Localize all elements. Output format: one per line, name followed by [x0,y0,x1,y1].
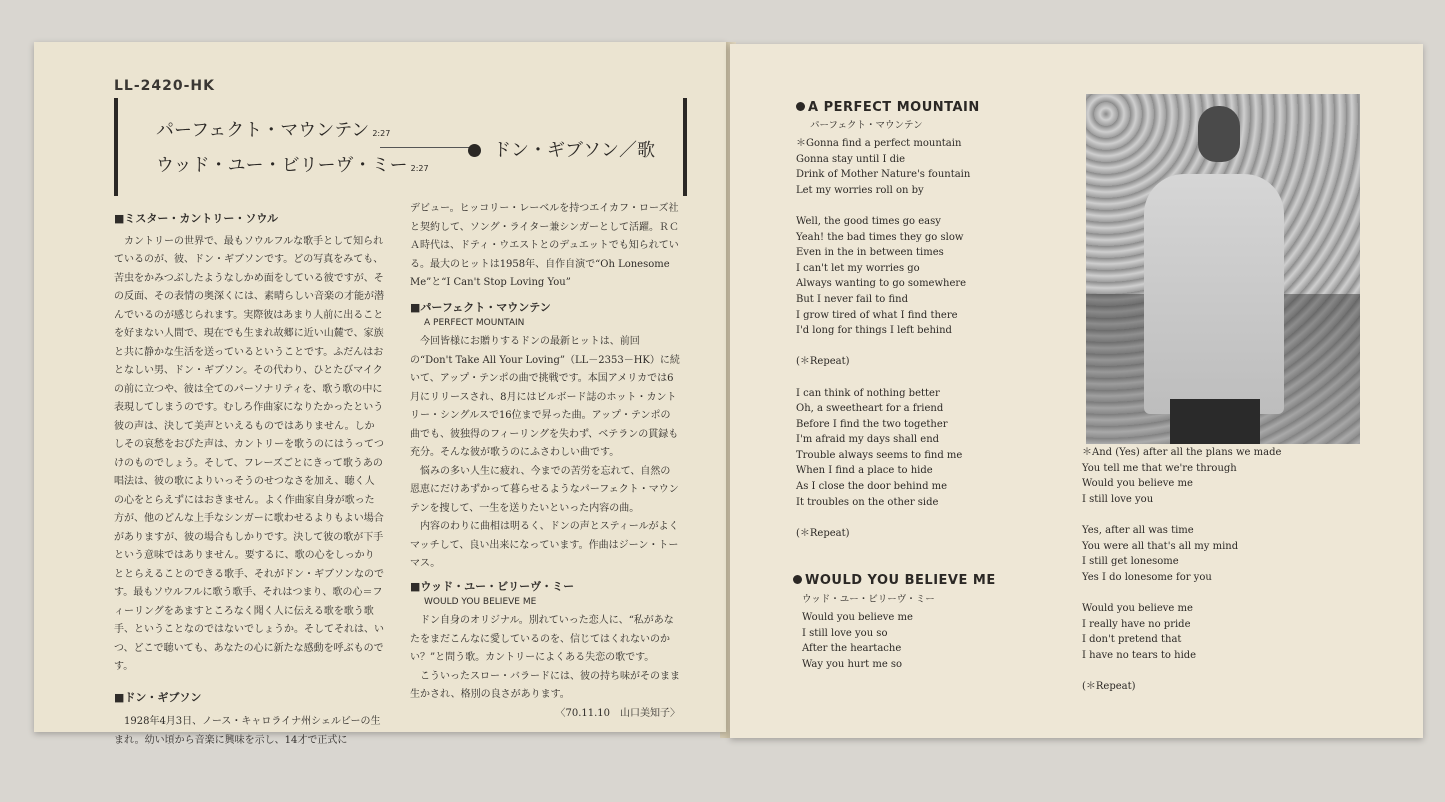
lyric-line: Yeah! the bad times they go slow [796,231,964,243]
artist-figure [1144,174,1284,414]
notes-column-2 [410,200,680,723]
lyric-line [1082,586,1281,602]
lyric-line: I still love you so [802,627,888,639]
lyric-line: Gonna stay until I die [796,153,906,165]
lyric-line [796,370,970,386]
lyric-line: Let my worries roll on by [796,184,924,196]
lyrics-song1-title-jp: パーフェクト・マウンテン [810,120,923,131]
lyric-line: Yes I do lonesome for you [1082,571,1212,583]
lyric-line: Yes, after all was time [1082,524,1194,536]
paragraph: こういったスロー・バラードには、彼の持ち味がそのまま生かされ、格別の良さがあります。 [410,670,680,700]
section-heading: ■パーフェクト・マウンテン [410,300,551,314]
song2-title: ウッド・ユー・ビリーヴ・ミー [156,155,408,176]
lyric-line: Would you believe me [802,612,913,623]
lyric-line: Drink of Mother Nature's fountain [796,169,971,181]
lyrics-right-page [730,44,1423,738]
paragraph: 1928年4月3日、ノース・キャロライナ州シェルビーの生まれ。幼い頃から音楽に興味を示し、14才で正式に [114,716,381,746]
lyric-line: (＊Repeat) [1082,680,1136,692]
paragraph: ドン自身のオリジナル。別れていった恋人に、“私があなたをまだこんなに愛しているのを、信じてはくれないのかい？”と問う歌。カントリーによくある失恋の歌です。 [410,615,674,663]
lyric-line: Always wanting to go somewhere [796,278,967,290]
title-box [114,98,687,196]
notes-column-1 [114,210,384,750]
lyric-line: I still get lonesome [1082,556,1179,568]
song2-time: 2:27 [410,164,429,173]
paragraph: 内容のわりに曲相は明るく、ドンの声とスティールがよくマッチして、良い出来になっています。作曲はジーン・トーマス。 [410,521,679,569]
bullet-dot-icon [793,575,802,584]
lyric-line: I really have no pride [1082,618,1191,630]
lyric-line: ＊And (Yes) after all the plans we made [1082,447,1282,458]
lyric-line: Well, the good times go easy [796,215,941,227]
lyric-line: Oh, a sweetheart for a friend [796,403,944,415]
lyrics-song2-title: WOULD YOU BELIEVE ME [805,573,996,588]
lyric-line: I have no tears to hide [1082,649,1197,661]
song1-title: パーフェクト・マウンテン [156,120,370,141]
paragraph: 悩みの多い人生に疲れ、今までの苦労を忘れて、自然の恩恵にだけあずかって暮らせるようなパーフェクト・マウンテンを捜して、一生を送りたいといった内容の曲。 [410,465,679,514]
section-subheading: A PERFECT MOUNTAIN [424,318,525,328]
lyric-line [796,510,970,526]
lyric-line: I'd long for things I left behind [796,325,952,337]
song1-time: 2:27 [372,129,391,138]
lyric-line: When I find a place to hide [796,465,933,477]
bullet-dot-icon [468,144,481,157]
lyric-line: (＊Repeat) [796,527,850,539]
lyric-line: But I never fail to find [796,293,908,305]
lyric-line [796,339,970,355]
catalog-number: LL-2420-HK [114,78,215,94]
lyric-line: ＊Gonna find a perfect mountain [796,138,962,149]
section-heading: ■ウッド・ユー・ビリーヴ・ミー [410,579,575,593]
lyric-line: I still love you [1082,493,1154,505]
paragraph: 今回皆様にお贈りするドンの最新ヒットは、前回の“Don't Take All Your Loving”（LL－2353－HK）に続いて、アップ・テンポの曲で挑戦です。本国アメリカでは6月にリリースされ、8月にはビルボード誌のホット・カントリー・シングルスで16位まで昇った曲。アップ・テンポの曲でも、彼独得のフィーリングを失わず、ベテランの貫録も充分。そんな彼が歌うのにふさわしい曲です。 [410,336,680,458]
section-heading: ■ミスター・カントリー・ソウル [114,212,279,225]
liner-notes-left-page [34,42,726,746]
paragraph: カントリーの世界で、最もソウルフルな歌手として知られているのが、彼、ドン・ギブソンです。どの写真をみても、苦虫をかみつぶしたようなしかめ面をしている彼ですが、その反面、その表情の奥深くには、素晴らしい音楽の才能が潜んでいるのが感じられます。実際彼はあまり人前に出ることを好まない人間で、現在でも生まれ故郷に近い山麓で、家族と共に静かな生活を送っているということです。ふだんはおとなしい男、ドン・ギブソン。その代わり、ひとたびマイクの前に立つや、彼は全てのパーソナリティを、歌う歌の中に表現してしまうのです。むしろ作曲家になりたかったという彼の声は、決して美声といえるものではありません。しかしその哀愁をおびた声は、カントリーを歌うのにはうってつけのものでしょう。そして、フレーズごとにきって歌うあの唱法は、彼の歌によりいっそうのせつなさを加え、聴く人の心をとらえずにはおきません。よく作曲家自身が歌った方が、他のどんな上手なシンガーに歌わせるよりもよい場合がありますが、彼の場合もしかりです。決して彼の歌が下手という意味ではありません。要するに、歌の心をしっかりととらえることのできる歌手、それがドン・ギブソンなのです。最もソウルフルに歌う歌手、それはつまり、歌の心＝フィーリングをあますところなく聞く人に伝える歌を歌う歌手、ということなのではないでしょうか。そしてそれは、いつ、どこで聴いても、あなたの心に新たな感動を呼ぶものです。 [114,235,384,672]
lyrics-song1-title: A PERFECT MOUNTAIN [808,100,980,115]
lyrics-song1 [796,136,970,541]
section-subheading: WOULD YOU BELIEVE ME [424,597,537,607]
lyric-line: Would you believe me [1082,478,1193,490]
lyric-line: Would you believe me [1082,602,1193,614]
lyric-line [1082,664,1281,680]
artist-name: ドン・ギブソン／歌 [493,140,655,161]
lyric-line: (＊Repeat) [796,356,850,368]
lyrics-song2-continued [1082,446,1281,696]
lyrics-song2-title-jp: ウッド・ユー・ビリーヴ・ミー [802,594,935,605]
lyric-line: Before I find the two together [796,418,948,430]
lyric-line: I can't let my worries go [796,262,920,274]
lyrics-song2 [802,610,913,672]
lyric-line [796,198,970,214]
title-rule [380,147,470,148]
lyric-line: I can think of nothing better [796,387,940,399]
lyric-line: I don't pretend that [1082,634,1182,646]
lyric-line: Way you hurt me so [802,658,903,670]
lyric-line: I grow tired of what I find there [796,309,958,321]
artist-photo [1086,94,1360,444]
lyric-line: As I close the door behind me [796,481,948,493]
lyric-line: I'm afraid my days shall end [796,434,940,446]
paragraph: デビュー。ヒッコリー・レーベルを持つエイカフ・ローズ社と契約して、ソング・ライター兼シンガーとして活躍。ＲＣＡ時代は、ドティ・ウエストとのデュエットでも知られている。最大のヒットは1958年、自作自演で“Oh Lonesome Me”と“I Can't Stop Loving You” [410,203,680,288]
bullet-dot-icon [796,102,805,111]
signature: 〈70.11.10 山口美知子〉 [555,707,680,719]
lyric-line: Trouble always seems to find me [796,449,963,461]
lyric-line: After the heartache [802,643,902,655]
lyric-line: Even in the in between times [796,247,944,259]
section-heading: ■ドン・ギブソン [114,690,202,704]
lyric-line [1082,508,1281,524]
lyric-line: It troubles on the other side [796,496,939,508]
lyric-line: You were all that's all my mind [1082,540,1239,552]
lyric-line: You tell me that we're through [1082,462,1237,474]
